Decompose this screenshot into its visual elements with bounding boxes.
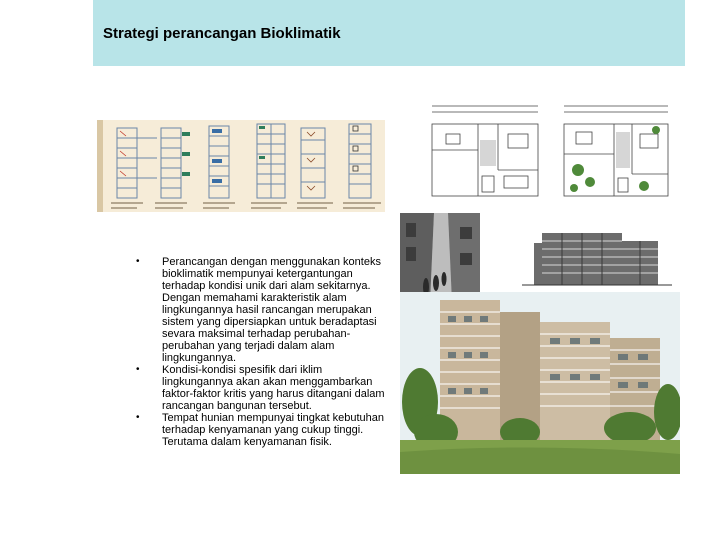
bullet-item: • Kondisi-kondisi spesifik dari iklim lingkungannya akan akan menggambarkan faktor-faktor kritis yang harus ditangani dalam rancangan bangunan tersebut. (136, 364, 385, 412)
bullet-list (132, 256, 390, 448)
bullet-dot: • (136, 364, 140, 375)
strategy-section-diagrams (97, 120, 385, 212)
floor-plan-drawings (418, 100, 680, 208)
bullet-dot: • (136, 256, 140, 267)
street-photo (400, 213, 480, 303)
building-elevation (482, 213, 680, 293)
bullet-dot: • (136, 412, 140, 423)
title-banner (93, 0, 685, 66)
bullet-item: • Tempat hunian mempunyai tingkat kebutuhan terhadap kenyamanan yang cukup tinggi. Terutama dalam kenyamanan fisik. (136, 412, 384, 448)
bullet-item: • Perancangan dengan menggunakan konteks bioklimatik mempunyai ketergantungan terhadap kondisi unik dari alam sekitarnya. Dengan memahami karakteristik alam lingkungannya hasil rancangan merupakan sistem yang dipersiapkan untuk beradaptasi sevara maksimal terhadap perubahan-perubahan yang terjadi dalam alam lingkungannya. (136, 256, 381, 364)
slide-title: Strategi perancangan Bioklimatik (103, 25, 341, 42)
apartment-rendering (400, 292, 680, 474)
